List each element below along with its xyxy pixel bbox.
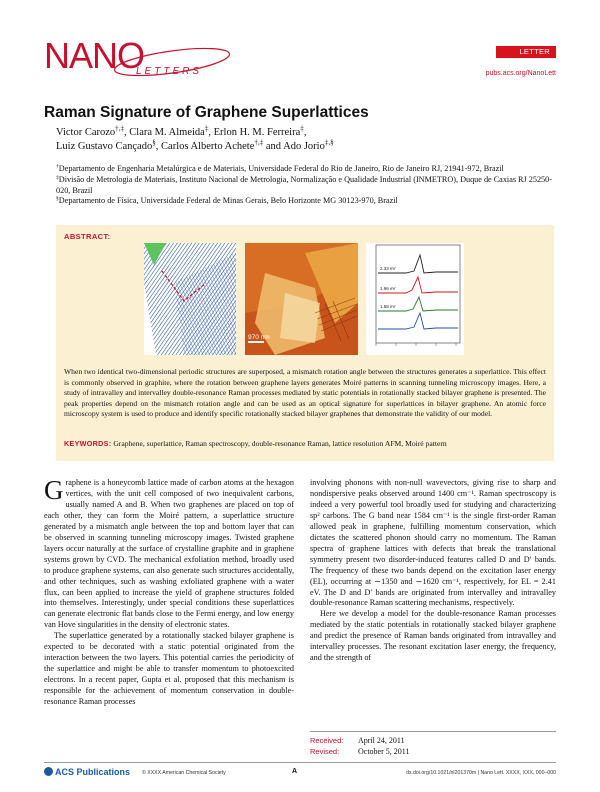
logo-sub: LETTERS	[136, 66, 203, 77]
acs-publications-logo[interactable]	[44, 767, 130, 777]
dates-divider	[310, 731, 556, 732]
doi-citation[interactable]: dx.doi.org/10.1021/nl201370m | Nano Lett. XXXX, XXX, 000–000	[406, 770, 556, 776]
revised-date: October 5, 2011	[358, 747, 410, 756]
affiliation-item: §Departamento de Física, Universidade Federal de Minas Gerais, Belo Horizonte MG 30123-970, Brazil	[56, 195, 398, 206]
author-affiliation-mark: ‡	[204, 124, 209, 133]
copyright: © XXXX American Chemical Society	[142, 770, 226, 776]
raman-label-3: 1.58 eV	[380, 304, 396, 309]
author-affiliation-mark: †,‡	[254, 138, 264, 147]
article-dates	[310, 735, 556, 757]
author-joiner: and	[263, 141, 284, 152]
received-label: Received:	[310, 736, 344, 745]
author-affiliation-mark: ‡,§	[324, 138, 334, 147]
raman-label-1: 2.33 eV	[380, 266, 396, 271]
affiliation-item: †Departamento de Engenharia Metalúrgica e de Materiais, Universidade Federal do Rio de Janeiro, Rio de Janeiro RJ, 21941-972, Brazil	[56, 163, 504, 173]
acs-logo-icon	[44, 767, 53, 776]
publisher-name: ACS Publications	[55, 767, 131, 777]
article-type-badge: LETTER	[496, 46, 556, 58]
revised-label: Revised:	[310, 747, 340, 756]
afm-image-figure	[245, 243, 358, 355]
footer-divider	[44, 762, 556, 763]
afm-scale-label: 970 nm	[248, 334, 270, 341]
author-name: Carlos Alberto Achete	[161, 141, 255, 152]
abstract-text: When two identical two-dimensional periodic structures are superposed, a mismatch rotation angle between the structures generates a superlattice. This effect is commonly observed in graphite, where the rotation between graphene layers generates Moiré patterns in scanning tunneling microscopy images. Here, a study of intravalley and intervalley double-resonance Raman processes mediated by static potentials in rotationally stacked bilayer graphene is presented. The peak properties depend on the mismatch rotation angle and can be used as an optical signature for superlattices in bilayer graphene. An atomic force microscopy system is used to produce and identify specific rotationally stacked bilayer graphenes that demonstrate the validity of our model.	[64, 367, 546, 419]
author-affiliation-mark: §	[152, 138, 156, 147]
affiliations	[56, 164, 556, 207]
affiliation-item: ‡Divisão de Metrologia de Materiais, Instituto Nacional de Metrologia, Normalização e Qualidade Industrial (INMETRO), Duque de Caxias RJ 25250-020, Brazil	[56, 174, 552, 195]
author-affiliation-mark: †,‡	[115, 124, 125, 133]
author-affiliation-mark: ‡	[300, 124, 304, 133]
page-number: A	[292, 768, 298, 775]
received-date: April 24, 2011	[358, 736, 405, 745]
col1-paragraph-1: raphene is a honeycomb lattice made of carbon atoms at the hexagon vertices, with the unit cell composed of two inequivalent carbons, usually named A and B. When two graphenes are placed on top of each other, they can form the Moiré pattern, a superlattice structure generated by a mismatch angle between the top and bottom layer that can be observed in scanning tunneling microscopy images. Twisted graphene layers occur naturally at the surface of crystalline graphite and in graphene systems grown by CVD. The mechanical exfoliation method, broadly used to produce graphene systems, can also generate such structures accidentally, and other techniques, such as washing exfoliated graphene with a water flux, can been applied to increase the yield of graphene structures folded into themselves. Interestingly, under special conditions these superlattices can generate electronic flat bands close to the Fermi energy, and low energy van Hove singularities in the density of electronic states.	[44, 478, 294, 630]
logo-word: NANO	[44, 35, 145, 76]
col2-paragraph-1: involving phonons with non-null wavevectors, giving rise to sharp and nondispersive peaks observed around 1400 cm⁻¹. Raman spectroscopy is indeed a very powerful tool broadly used for studying and characterizing sp² carbons. The G band near 1584 cm⁻¹ is the single first-order Raman allowed peak in graphene, fulfilling momentum conservation, which dictates the scattered phonon should carry no momentum. The Raman spectra of graphene lattices with defects that break the translational symmetry present two disorder-induced features called D and D′ bands. The frequency of these two bands depend on the excitation laser energy (EL), occurring at ∼1350 and ∼1620 cm⁻¹, respectively, for EL = 2.41 eV. The D and D′ bands are originated from intervalley and intravalley double-resonance Raman scattering mechanisms, respectively.	[310, 478, 556, 608]
keywords-list: Graphene, superlattice, Raman spectroscopy, double-resonance Raman, lattice resolution AFM, Moiré pattern	[113, 439, 447, 448]
col2-paragraph-2: Here we develop a model for the double-resonance Raman processes mediated by the static potentials in rotationally stacked bilayer graphene and predict the presence of Raman bands originated from intravalley and intervalley processes. The resonant excitation laser energy, the frequency, and the strength of	[310, 609, 556, 663]
article-title: Raman Signature of Graphene Superlattices	[44, 104, 369, 121]
author-name: Victor Carozo	[56, 127, 116, 138]
col1-paragraph-2: The superlattice generated by a rotationally stacked bilayer graphene is expected to be decorated with a static potential originated from the interaction between the two layers. This potential carries the periodicity of the superlattice and might be able to transfer momentum to photoexcited electrons. In a recent paper, Gupta et al. proposed that this mechanism is responsible for the achievement of momentum conservation in double-resonance Raman processes	[44, 631, 294, 707]
author-list: Victor Carozo†,‡, Clara M. Almeida‡, Erlon H. M. Ferreira‡, Luiz Gustavo Cançado§, Carlos Alberto Achete†,‡ and Ado Jorio‡,§	[56, 124, 334, 152]
author-name: Erlon H. M. Ferreira	[213, 127, 301, 138]
abstract-label: ABSTRACT:	[64, 232, 111, 241]
nano-letters-logo	[44, 34, 234, 84]
author-name: Ado Jorio	[283, 141, 325, 152]
journal-url[interactable]: pubs.acs.org/NanoLett	[485, 70, 556, 77]
drop-cap: G	[44, 475, 64, 505]
moire-lattice-figure	[144, 243, 236, 355]
body-column-1	[44, 475, 294, 708]
raman-label-2: 1.96 eV	[380, 286, 396, 291]
raman-spectra-figure	[366, 243, 464, 355]
author-name: Clara M. Almeida	[129, 127, 205, 138]
author-name: Luiz Gustavo Cançado	[56, 141, 153, 152]
body-column-2	[310, 478, 556, 664]
keywords	[64, 439, 546, 449]
keywords-label: KEYWORDS:	[64, 439, 112, 448]
